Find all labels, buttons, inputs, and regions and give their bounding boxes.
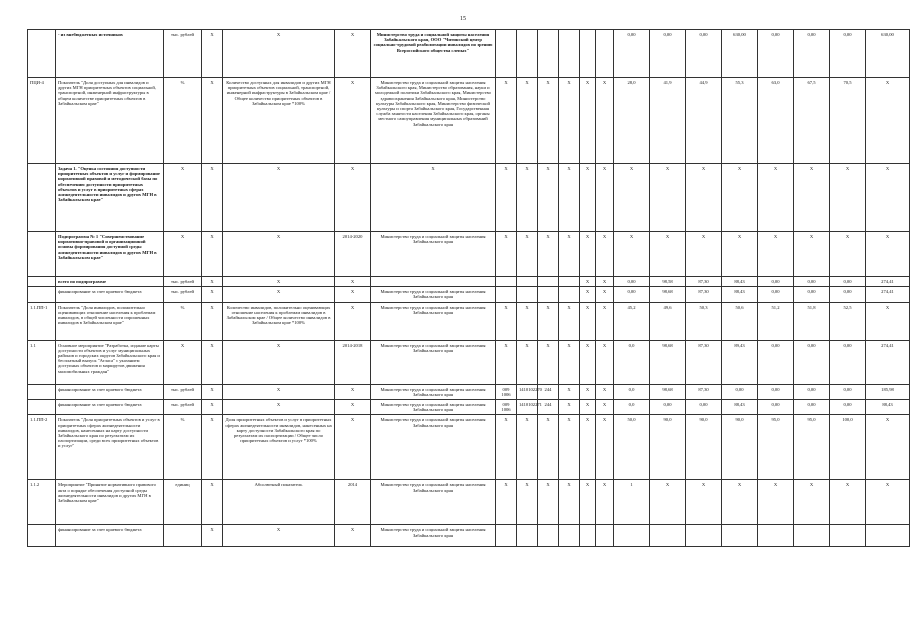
kbk-vr-cell: X <box>559 340 580 384</box>
value-2014-cell: 0,0 <box>614 384 650 399</box>
value-total-cell: X <box>866 232 910 277</box>
base-year-cell: X <box>596 287 614 302</box>
kbk-gr-cell: 009 1006 <box>496 400 517 415</box>
kbk-csr-cell <box>538 277 559 287</box>
indicator-cell: X <box>223 277 335 287</box>
executor-cell: Министерство труда и социальной защиты населения Забайкальского края <box>371 340 496 384</box>
row-id-cell <box>28 400 56 415</box>
indicator-cell: X <box>223 525 335 547</box>
value-2017-cell: X <box>722 480 758 525</box>
value-2018-cell: 0,00 <box>758 287 794 302</box>
value-2014-cell: 0,00 <box>614 277 650 287</box>
value-2015-cell: X <box>650 164 686 232</box>
value-2019-cell: 67,5 <box>794 78 830 164</box>
value-2020-cell: 0,00 <box>830 30 866 78</box>
value-2015-cell: 0,00 <box>650 30 686 78</box>
kbk-vr-cell: X <box>559 164 580 232</box>
base-value-cell: X <box>580 277 596 287</box>
indicator-cell: Абсолютный показатель <box>223 480 335 525</box>
value-2018-cell: 51,2 <box>758 302 794 340</box>
value-total-cell: X <box>866 164 910 232</box>
value-2014-cell: 28,0 <box>614 78 650 164</box>
value-2015-cell: 41,9 <box>650 78 686 164</box>
kbk-rzpr-cell: X <box>517 164 538 232</box>
base-year-cell: X <box>596 164 614 232</box>
value-2018-cell: X <box>758 164 794 232</box>
value-2020-cell: X <box>830 164 866 232</box>
kbk-csr-cell <box>538 287 559 302</box>
value-2020-cell: 0,00 <box>830 340 866 384</box>
kbk-csr-cell <box>538 30 559 78</box>
kbk-rzpr-cell: X <box>517 340 538 384</box>
row-name-cell: финансирование за счет краевого бюджета <box>56 525 164 547</box>
period-cell: X <box>335 30 371 78</box>
value-2020-cell: 52,5 <box>830 302 866 340</box>
indicator-cell: X <box>223 30 335 78</box>
executor-cell: Министерство труда и социальной защиты населения Забайкальского края <box>371 287 496 302</box>
method-cell: X <box>202 415 223 480</box>
value-2016-cell: 44,9 <box>686 78 722 164</box>
value-2017-cell: 630,00 <box>722 30 758 78</box>
value-2018-cell: 0,00 <box>758 340 794 384</box>
kbk-gr-cell: X <box>496 480 517 525</box>
value-2014-cell: X <box>614 164 650 232</box>
period-cell: X <box>335 525 371 547</box>
kbk-csr-cell: X <box>538 78 559 164</box>
indicator-cell: Количество доступных для инвалидов и других МГН приоритетных объектов социальной, транспортной, инженерной инфраструктуры в Забайкальском крае / Общее количество приоритетных объектов в Забайкальском крае *100% <box>223 78 335 164</box>
indicator-cell: X <box>223 400 335 415</box>
unit-cell: X <box>164 232 202 277</box>
row-id-cell <box>28 277 56 287</box>
value-2015-cell: 98,68 <box>650 384 686 399</box>
value-total-cell: X <box>866 302 910 340</box>
method-cell: X <box>202 232 223 277</box>
kbk-csr-cell: X <box>538 164 559 232</box>
value-2020-cell: 0,00 <box>830 287 866 302</box>
row-name-cell: Мероприятие "Принятие нормативного правового акта о порядке обеспечения доступной среды жизнедеятельности инвалидов и других МГН в Забайкальском крае" <box>56 480 164 525</box>
value-2014-cell: X <box>614 232 650 277</box>
value-total-cell: 274,41 <box>866 340 910 384</box>
row-id-cell: 1.1 <box>28 340 56 384</box>
kbk-vr-cell <box>559 30 580 78</box>
value-2016-cell: X <box>686 164 722 232</box>
kbk-vr-cell <box>559 277 580 287</box>
base-year-cell: X <box>596 340 614 384</box>
period-cell: X <box>335 164 371 232</box>
table-row <box>28 302 910 340</box>
kbk-rzpr-cell: 1410102270 <box>517 384 538 399</box>
value-total-cell: X <box>866 480 910 525</box>
value-2014-cell: 0,0 <box>614 340 650 384</box>
value-2020-cell: 100,0 <box>830 415 866 480</box>
table-body <box>28 30 910 547</box>
kbk-gr-cell: 009 1006 <box>496 384 517 399</box>
value-2016-cell: 50,3 <box>686 302 722 340</box>
table-row <box>28 340 910 384</box>
unit-cell: тыс. рублей <box>164 287 202 302</box>
value-2017-cell: X <box>722 164 758 232</box>
base-year-cell: X <box>596 232 614 277</box>
base-value-cell <box>580 525 596 547</box>
executor-cell: X <box>371 164 496 232</box>
indicator-cell: X <box>223 340 335 384</box>
value-2016-cell: 90,0 <box>686 415 722 480</box>
method-cell: X <box>202 384 223 399</box>
method-cell: X <box>202 480 223 525</box>
kbk-rzpr-cell <box>517 30 538 78</box>
method-cell: X <box>202 287 223 302</box>
value-2014-cell: 1 <box>614 480 650 525</box>
value-2018-cell <box>758 525 794 547</box>
value-2017-cell: 88,43 <box>722 287 758 302</box>
table-row <box>28 232 910 277</box>
table-row <box>28 384 910 399</box>
base-value-cell: X <box>580 164 596 232</box>
value-2017-cell: 55,3 <box>722 78 758 164</box>
value-2019-cell: 95,0 <box>794 415 830 480</box>
value-2016-cell: X <box>686 232 722 277</box>
executor-cell: Министерство труда и социальной защиты населения Забайкальского края <box>371 302 496 340</box>
period-cell: X <box>335 302 371 340</box>
row-id-cell: 1.1.2 <box>28 480 56 525</box>
value-2018-cell: X <box>758 480 794 525</box>
base-value-cell: X <box>580 480 596 525</box>
value-2020-cell: 70,5 <box>830 78 866 164</box>
value-2019-cell: 0,00 <box>794 384 830 399</box>
value-2020-cell: 0,00 <box>830 400 866 415</box>
row-id-cell: 1.1.ПП-2 <box>28 415 56 480</box>
value-2019-cell: X <box>794 232 830 277</box>
value-2019-cell: X <box>794 480 830 525</box>
value-total-cell: 88,43 <box>866 400 910 415</box>
kbk-gr-cell <box>496 30 517 78</box>
value-2015-cell: 98,68 <box>650 340 686 384</box>
value-2016-cell: 87,30 <box>686 384 722 399</box>
table-row <box>28 287 910 302</box>
base-year-cell <box>596 525 614 547</box>
executor-cell: Министерство труда и социальной защиты населения Забайкальского края <box>371 480 496 525</box>
executor-cell <box>371 277 496 287</box>
base-year-cell: X <box>596 277 614 287</box>
value-2020-cell: 0,00 <box>830 384 866 399</box>
table-row <box>28 400 910 415</box>
row-name-cell: Основное мероприятие "Разработка, издание карты доступности объектов и услуг муниципальных районов и городских округов Забайкальского края и бесплатный выпуск "Атласа" с указанием доступных объектов и маршрутов движения маломобильных граждан" <box>56 340 164 384</box>
base-value-cell <box>580 30 596 78</box>
executor-cell: Министерство труда и социальной защиты населения Забайкальского края <box>371 525 496 547</box>
row-name-cell: Показатель "Доля доступных для инвалидов и других МГН приоритетных объектов социальной, транспортной, инженерной инфраструктуры в общем количестве приоритетных объектов в Забайкальском крае" <box>56 78 164 164</box>
value-2014-cell: 0,0 <box>614 400 650 415</box>
row-name-cell: Показатель "Доля приоритетных объектов и услуг в приоритетных сферах жизнедеятельности инвалидов, нанесенных на карту доступности Забайкальского края по результатам их паспортизации, среди всех приоритетных объектов и услуг" <box>56 415 164 480</box>
kbk-csr-cell <box>538 525 559 547</box>
table-row <box>28 480 910 525</box>
kbk-vr-cell: X <box>559 480 580 525</box>
period-cell: 2014-2020 <box>335 232 371 277</box>
value-2016-cell: 0,00 <box>686 400 722 415</box>
kbk-csr-cell: 244 <box>538 400 559 415</box>
row-name-cell: финансирование за счет краевого бюджета <box>56 400 164 415</box>
program-table <box>27 29 910 547</box>
value-2016-cell: 87,30 <box>686 287 722 302</box>
base-year-cell: X <box>596 400 614 415</box>
period-cell: X <box>335 415 371 480</box>
unit-cell: % <box>164 415 202 480</box>
row-id-cell: ПЦИ-4 <box>28 78 56 164</box>
period-cell: X <box>335 78 371 164</box>
value-2017-cell: 89,43 <box>722 340 758 384</box>
executor-cell: Министерство труда и социальной защиты населения Забайкальского края, Министерство образования, науки и молодежной политики Забайкальского края, Министерство здравоохранения Забайкальского края, Министерство культуры Забайкальского края, Министерство физической культуры и спорта Забайкальского края, Государственная служба занятости населения Забайкальского края, органы местного самоуправления муниципальных образований Забайкальского края <box>371 78 496 164</box>
value-2015-cell: X <box>650 480 686 525</box>
unit-cell: тыс. рублей <box>164 277 202 287</box>
kbk-gr-cell <box>496 277 517 287</box>
value-2014-cell: 0,00 <box>614 287 650 302</box>
indicator-cell: X <box>223 164 335 232</box>
row-id-cell <box>28 30 56 78</box>
value-2017-cell <box>722 525 758 547</box>
table-row <box>28 525 910 547</box>
kbk-rzpr-cell <box>517 277 538 287</box>
period-cell: 2014-2018 <box>335 340 371 384</box>
executor-cell: Министерство труда и социальной защиты населения Забайкальского края <box>371 400 496 415</box>
value-2020-cell: X <box>830 480 866 525</box>
value-total-cell: X <box>866 415 910 480</box>
base-value-cell: X <box>580 400 596 415</box>
value-2016-cell: 87,30 <box>686 277 722 287</box>
unit-cell: тыс. рублей <box>164 384 202 399</box>
unit-cell: тыс. рублей <box>164 30 202 78</box>
value-2015-cell: 49,6 <box>650 302 686 340</box>
kbk-rzpr-cell: 1410102271 <box>517 400 538 415</box>
executor-cell: Министерство труда и социальной защиты населения Забайкальского края <box>371 232 496 277</box>
kbk-gr-cell: X <box>496 340 517 384</box>
value-2017-cell: 88,43 <box>722 400 758 415</box>
value-2019-cell: 0,00 <box>794 30 830 78</box>
value-2017-cell: 0,00 <box>722 384 758 399</box>
kbk-rzpr-cell: X <box>517 302 538 340</box>
kbk-gr-cell <box>496 287 517 302</box>
row-id-cell <box>28 164 56 232</box>
kbk-gr-cell <box>496 525 517 547</box>
period-cell: X <box>335 384 371 399</box>
value-2015-cell: 98,68 <box>650 287 686 302</box>
row-id-cell <box>28 384 56 399</box>
value-2019-cell: X <box>794 164 830 232</box>
kbk-csr-cell: 244 <box>538 384 559 399</box>
kbk-csr-cell: X <box>538 302 559 340</box>
value-2020-cell <box>830 525 866 547</box>
unit-cell: % <box>164 78 202 164</box>
value-2015-cell <box>650 525 686 547</box>
value-total-cell <box>866 525 910 547</box>
value-total-cell: X <box>866 78 910 164</box>
period-cell: X <box>335 287 371 302</box>
method-cell: X <box>202 302 223 340</box>
kbk-rzpr-cell: X <box>517 78 538 164</box>
kbk-vr-cell: X <box>559 415 580 480</box>
table-row <box>28 30 910 78</box>
value-2014-cell: 0,00 <box>614 30 650 78</box>
base-year-cell: X <box>596 78 614 164</box>
value-2019-cell: 0,00 <box>794 340 830 384</box>
kbk-rzpr-cell <box>517 287 538 302</box>
indicator-cell: X <box>223 287 335 302</box>
row-id-cell <box>28 525 56 547</box>
row-id-cell <box>28 287 56 302</box>
base-year-cell: X <box>596 415 614 480</box>
value-2015-cell: 90,0 <box>650 415 686 480</box>
unit-cell <box>164 525 202 547</box>
value-2018-cell: 0,00 <box>758 400 794 415</box>
value-2014-cell: 45,2 <box>614 302 650 340</box>
page-number: 15 <box>460 16 466 22</box>
table-row <box>28 164 910 232</box>
row-id-cell <box>28 232 56 277</box>
period-cell: 2014 <box>335 480 371 525</box>
value-total-cell: 185,98 <box>866 384 910 399</box>
row-name-cell: - из внебюджетных источников <box>56 30 164 78</box>
base-value-cell: X <box>580 384 596 399</box>
row-name-cell: Подпрограмма № 1 "Совершенствование нормативно-правовой и организационной основы формирования доступной среды жизнедеятельности инвалидов и других МГН в Забайкальском крае" <box>56 232 164 277</box>
method-cell: X <box>202 164 223 232</box>
base-year-cell: X <box>596 480 614 525</box>
value-2018-cell: 63,0 <box>758 78 794 164</box>
kbk-csr-cell: X <box>538 480 559 525</box>
kbk-vr-cell: X <box>559 400 580 415</box>
value-2016-cell: 87,30 <box>686 340 722 384</box>
value-2019-cell: 0,00 <box>794 277 830 287</box>
row-name-cell: финансирование за счет краевого бюджета <box>56 384 164 399</box>
indicator-cell: Доля приоритетных объектов и услуг в приоритетных сферах жизнедеятельности инвалидов, нанесенных на карту доступности Забайкальского края по результатам их паспортизации / Общее число приоритетных объектов и услуг *100% <box>223 415 335 480</box>
kbk-gr-cell: X <box>496 415 517 480</box>
period-cell: X <box>335 277 371 287</box>
executor-cell: Министерство труда и социальной защиты населения Забайкальского края, ООО "Читинский центр социально-трудовой реабилитации инвалидов по зрению Всероссийского общества слепых" <box>371 30 496 78</box>
value-2017-cell: 88,43 <box>722 277 758 287</box>
kbk-rzpr-cell: X <box>517 232 538 277</box>
indicator-cell: Количество инвалидов, положительно оценивающих отношение населения к проблемам инвалидов в Забайкальском крае / Общее количество инвалидов в Забайкальском крае *100% <box>223 302 335 340</box>
value-2020-cell: 0,00 <box>830 277 866 287</box>
kbk-gr-cell: X <box>496 232 517 277</box>
kbk-rzpr-cell: X <box>517 415 538 480</box>
value-2018-cell: 0,00 <box>758 30 794 78</box>
row-name-cell: финансирование за счет краевого бюджета <box>56 287 164 302</box>
value-2014-cell: 50,0 <box>614 415 650 480</box>
kbk-vr-cell <box>559 287 580 302</box>
kbk-vr-cell: X <box>559 302 580 340</box>
base-year-cell: X <box>596 302 614 340</box>
unit-cell: тыс. рублей <box>164 400 202 415</box>
row-name-cell: всего по подпрограмме <box>56 277 164 287</box>
value-2016-cell: 0,00 <box>686 30 722 78</box>
base-value-cell: X <box>580 287 596 302</box>
base-value-cell: X <box>580 232 596 277</box>
value-2019-cell: 0,00 <box>794 287 830 302</box>
value-2014-cell <box>614 525 650 547</box>
value-2017-cell: 90,0 <box>722 415 758 480</box>
base-value-cell: X <box>580 340 596 384</box>
base-year-cell <box>596 30 614 78</box>
period-cell: X <box>335 400 371 415</box>
value-2020-cell: X <box>830 232 866 277</box>
value-2015-cell: X <box>650 232 686 277</box>
indicator-cell: X <box>223 232 335 277</box>
kbk-csr-cell: X <box>538 415 559 480</box>
method-cell: X <box>202 400 223 415</box>
executor-cell: Министерство труда и социальной защиты населения Забайкальского края <box>371 384 496 399</box>
unit-cell: X <box>164 340 202 384</box>
value-2018-cell: X <box>758 232 794 277</box>
kbk-vr-cell <box>559 525 580 547</box>
unit-cell: единиц <box>164 480 202 525</box>
value-2019-cell <box>794 525 830 547</box>
method-cell: X <box>202 277 223 287</box>
method-cell: X <box>202 340 223 384</box>
base-value-cell: X <box>580 78 596 164</box>
value-2016-cell <box>686 525 722 547</box>
kbk-csr-cell: X <box>538 340 559 384</box>
kbk-vr-cell: X <box>559 384 580 399</box>
value-2018-cell: 0,00 <box>758 277 794 287</box>
table-row <box>28 78 910 164</box>
indicator-cell: X <box>223 384 335 399</box>
value-2017-cell: 50,6 <box>722 302 758 340</box>
row-name-cell: Показатель "Доля инвалидов, положительно оценивающих отношение населения к проблемам инвалидов, в общей численности опрошенных инвалидов в Забайкальском крае" <box>56 302 164 340</box>
base-value-cell: X <box>580 302 596 340</box>
value-total-cell: 630,00 <box>866 30 910 78</box>
value-2015-cell: 0,00 <box>650 400 686 415</box>
value-2019-cell: 0,00 <box>794 400 830 415</box>
method-cell: X <box>202 525 223 547</box>
kbk-vr-cell: X <box>559 78 580 164</box>
value-2018-cell: 0,00 <box>758 384 794 399</box>
kbk-gr-cell: X <box>496 164 517 232</box>
kbk-gr-cell: X <box>496 78 517 164</box>
method-cell: X <box>202 30 223 78</box>
value-2019-cell: 51,8 <box>794 302 830 340</box>
kbk-gr-cell: X <box>496 302 517 340</box>
value-total-cell: 274,41 <box>866 287 910 302</box>
kbk-vr-cell: X <box>559 232 580 277</box>
kbk-rzpr-cell: X <box>517 480 538 525</box>
row-name-cell: Задача 1. "Оценка состояния доступности приоритетных объектов и услуг и формирование нормативной правовой и методической базы по обеспечению доступности приоритетных объектов и услуг в приоритетных сферах жизнедеятельности инвалидов и других МГН в Забайкальском крае" <box>56 164 164 232</box>
method-cell: X <box>202 78 223 164</box>
value-2017-cell: X <box>722 232 758 277</box>
base-value-cell: X <box>580 415 596 480</box>
value-2016-cell: X <box>686 480 722 525</box>
kbk-csr-cell: X <box>538 232 559 277</box>
base-year-cell: X <box>596 384 614 399</box>
row-id-cell: 1.1.ПП-1 <box>28 302 56 340</box>
unit-cell: X <box>164 164 202 232</box>
value-2018-cell: 95,0 <box>758 415 794 480</box>
unit-cell: % <box>164 302 202 340</box>
kbk-rzpr-cell <box>517 525 538 547</box>
executor-cell: Министерство труда и социальной защиты населения Забайкальского края <box>371 415 496 480</box>
value-total-cell: 274,41 <box>866 277 910 287</box>
table-row <box>28 277 910 287</box>
table-row <box>28 415 910 480</box>
value-2015-cell: 98,58 <box>650 277 686 287</box>
